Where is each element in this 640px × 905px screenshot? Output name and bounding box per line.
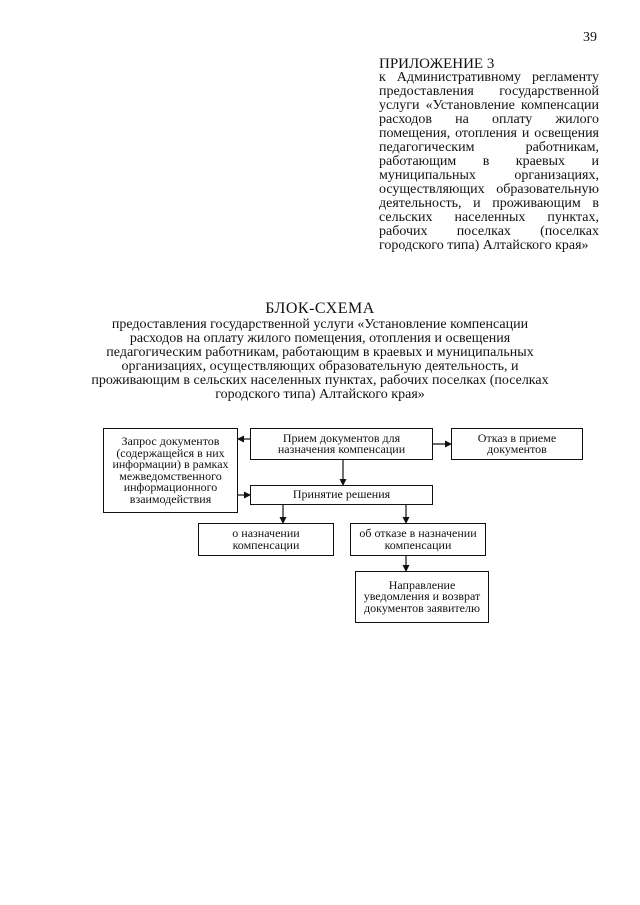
page-number: 39	[583, 30, 597, 45]
decision-box: Принятие решения	[250, 485, 433, 505]
refusal-box: Отказ в приеме документов	[451, 428, 583, 460]
request-documents-box: Запрос документов (содержащейся в них информации) в рамках межведомственного информационного взаимодействия	[103, 428, 238, 513]
appendix-text: к Административному регламенту предоставления государственной услуги «Установление компенсации расходов на оплату жилого помещения, отопления и освещения педагогическим работникам, работающим в краевых и муниципальных организациях, осуществляющих образовательную деятельность, и проживающим в сельских населенных пунктах, рабочих поселках (поселках городского типа) Алтайского края»	[379, 70, 599, 253]
flowchart-title: БЛОК-СХЕМА	[265, 300, 375, 317]
notification-box: Направление уведомления и возврат документов заявителю	[355, 571, 489, 623]
grant-compensation-box: о назначении компенсации	[198, 523, 334, 556]
flowchart-subtitle: предоставления государственной услуги «Установление компенсации расходов на оплату жилого помещения, отопления и освещения педагогическим работникам, работающим в краевых и муниципальных организациях, осуществляющих образовательную деятельность, и проживающим в сельских населенных пунктах, рабочих поселках (поселках городского типа) Алтайского края»	[91, 317, 549, 402]
deny-compensation-box: об отказе в назначении компенсации	[350, 523, 486, 556]
appendix-title: ПРИЛОЖЕНИЕ 3	[379, 56, 495, 72]
receive-documents-box: Прием документов для назначения компенсации	[250, 428, 433, 460]
